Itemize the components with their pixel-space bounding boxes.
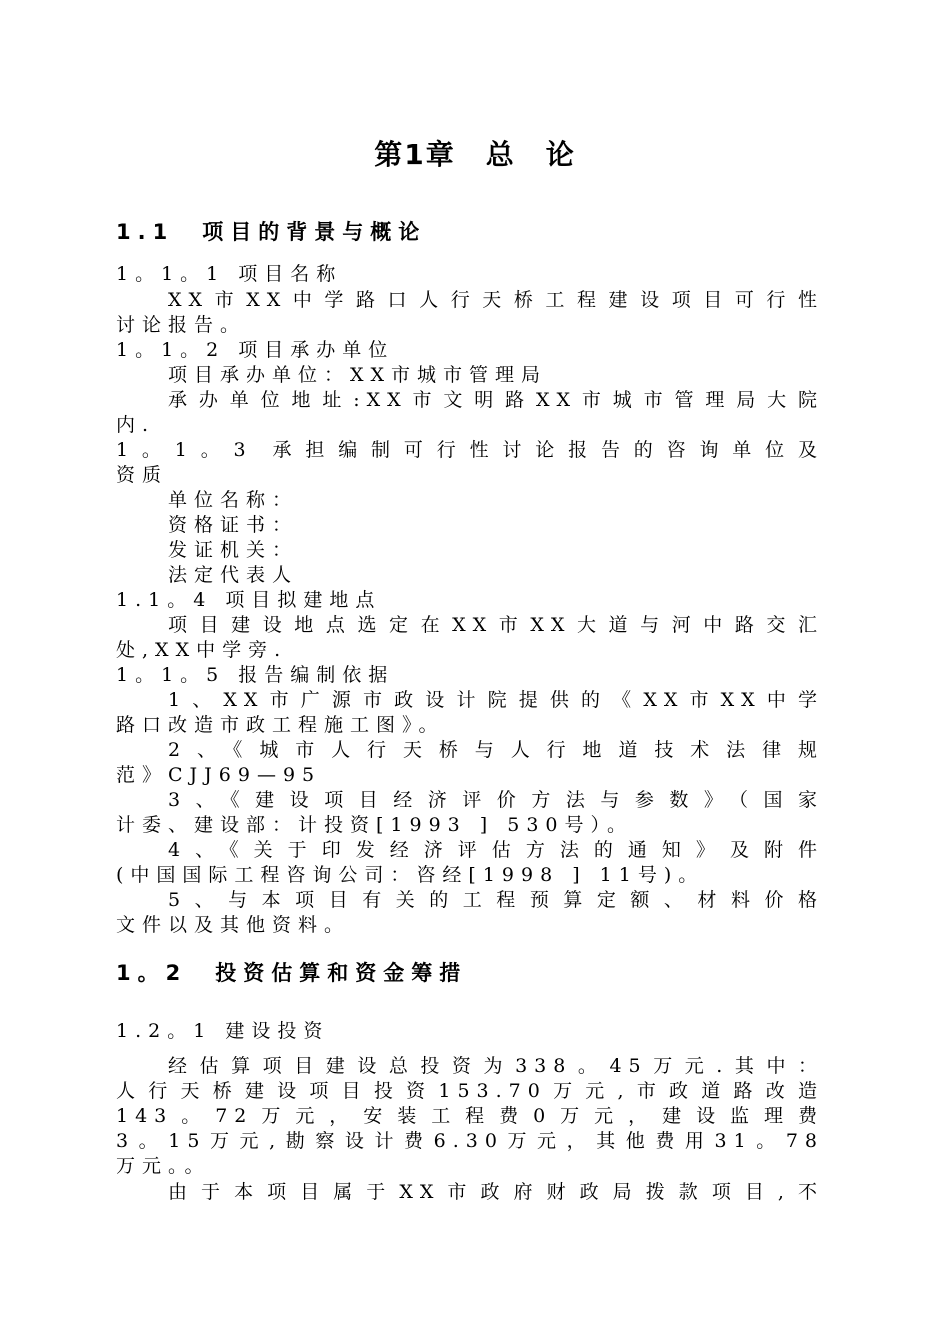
subsection-heading-1-1-5: 1。1。5 报告编制依据 <box>116 664 395 686</box>
subsection-heading-1-1-3: 1。1。3 承担编制可行性讨论报告的咨询单位及 <box>116 439 824 461</box>
paragraph-line: 3。15万元,勘察设计费6.30万元，其他费用31。78 <box>116 1130 824 1152</box>
list-item-cont: 计委、建设部：计投资[1993 ] 530号）。 <box>116 814 634 836</box>
paragraph-line: 单位名称： <box>168 489 299 511</box>
paragraph-line: 143。72万元，安装工程费0万元，建设监理费 <box>116 1105 824 1127</box>
chapter-title: 第1章 总 论 <box>374 138 576 171</box>
paragraph-line: 讨论报告。 <box>116 314 247 336</box>
subsection-heading-1-1-1: 1。1。1 项目名称 <box>116 263 343 285</box>
section-heading-1-1: 1.1 项目的背景与概论 <box>116 220 427 244</box>
list-item-cont: 路口改造市政工程施工图》。 <box>116 714 445 736</box>
paragraph-line: 人行天桥建设项目投资153.70万元,市政道路改造 <box>116 1080 824 1102</box>
paragraph-line: XX市XX中学路口人行天桥工程建设项目可行性 <box>168 289 824 311</box>
list-item-cont: 范》CJJ69—95 <box>116 764 322 786</box>
list-item-cont: 文件以及其他资料。 <box>116 914 351 936</box>
list-item: 5、与本项目有关的工程预算定额、材料价格 <box>168 889 824 911</box>
paragraph-line: 法定代表人 <box>168 564 299 586</box>
list-item-cont: (中国国际工程咨询公司：咨经[1998 ] 11号)。 <box>116 864 705 886</box>
paragraph-line: 资格证书： <box>168 514 299 536</box>
paragraph-line: 项目承办单位：XX市城市管理局 <box>168 364 548 386</box>
list-item: 1、XX市广源市政设计院提供的《XX市XX中学 <box>168 689 824 711</box>
subsection-heading-1-1-2: 1。1。2 项目承办单位 <box>116 339 395 361</box>
paragraph-line: 承办单位地址:XX市文明路XX市城市管理局大院 <box>168 389 824 411</box>
subsection-heading-1-1-3-cont: 资质 <box>116 464 169 486</box>
list-item: 3、《建设项目经济评价方法与参数》（国家 <box>168 789 824 811</box>
paragraph-line: 内. <box>116 414 156 436</box>
paragraph-line: 处,XX中学旁. <box>116 639 288 661</box>
paragraph-line: 经估算项目建设总投资为338。45万元.其中： <box>168 1055 824 1077</box>
paragraph-line: 发证机关： <box>168 539 299 561</box>
list-item: 2、《城市人行天桥与人行地道技术法律规 <box>168 739 824 761</box>
section-heading-1-2: 1。2 投资估算和资金筹措 <box>116 961 468 985</box>
subsection-heading-1-1-4: 1.1。4 项目拟建地点 <box>116 589 382 611</box>
paragraph-line: 由于本项目属于XX市政府财政局拨款项目,不 <box>168 1181 824 1203</box>
subsection-heading-1-2-1: 1.2。1 建设投资 <box>116 1020 330 1042</box>
list-item: 4、《关于印发经济评估方法的通知》及附件 <box>168 839 824 861</box>
paragraph-line: 项目建设地点选定在XX市XX大道与河中路交汇 <box>168 614 824 636</box>
paragraph-line: 万元。。 <box>116 1155 211 1177</box>
